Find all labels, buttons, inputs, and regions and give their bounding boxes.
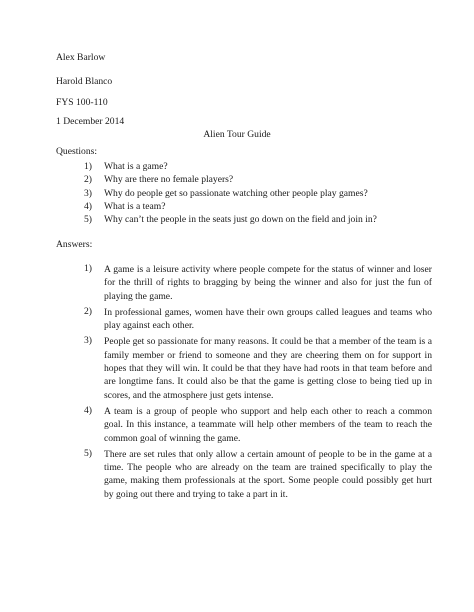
question-number: 2) xyxy=(84,174,92,186)
document-title: Alien Tour Guide xyxy=(203,129,271,140)
answer-item xyxy=(56,263,432,303)
question-text: What is a game? xyxy=(104,161,168,172)
answer-text: There are set rules that only allow a certain amount of people to be in the game at a time. The people who are already on the team are trained specifically to play the game, making them professionals at the sport. Some people could possibly get hurt by going out there and trying to take a part in it. xyxy=(104,448,432,500)
answer-text: People get so passionate for many reasons. It could be that a member of the team is a family member or friend to someone and they are cheering them on for support in hopes that they will win. It could be that they have had roots in that team before and are longtime fans. It could also be that the game is getting close to being tied up in scores, and the atmosphere just gets intense. xyxy=(104,336,432,401)
question-number: 3) xyxy=(84,187,92,199)
answer-number: 4) xyxy=(84,404,92,416)
question-item xyxy=(56,214,436,227)
answer-text: A team is a group of people who support and help each other to reach a common goal. In this instance, a teammate will help other members of the team to reach the common goal of winning the game. xyxy=(104,405,432,444)
answer-item xyxy=(56,405,432,445)
question-item xyxy=(56,174,436,187)
document-date: 1 December 2014 xyxy=(56,116,125,127)
answer-number: 2) xyxy=(84,305,92,317)
answer-number: 3) xyxy=(84,335,92,347)
question-text: What is a team? xyxy=(104,200,166,212)
question-item xyxy=(56,201,436,214)
answer-number: 5) xyxy=(84,447,92,459)
question-text: Why can’t the people in the seats just go down on the field and join in? xyxy=(104,214,377,226)
answer-item xyxy=(56,335,432,401)
question-number: 4) xyxy=(84,200,92,212)
teacher-name: Harold Blanco xyxy=(56,76,113,87)
answers-list xyxy=(56,263,432,504)
question-text: Why do people get so passionate watching other people play games? xyxy=(104,187,368,199)
questions-heading: Questions: xyxy=(56,146,98,157)
answer-item xyxy=(56,448,432,501)
answer-number: 1) xyxy=(84,263,92,274)
answer-text: In professional games, women have their own groups called leagues and teams who play against each other. xyxy=(104,306,432,332)
answer-text: A game is a leisure activity where people compete for the status of winner and loser for the thrill of rights to bragging by being the winner and also for just the fun of playing the game. xyxy=(104,264,432,302)
question-text: Why are there no female players? xyxy=(104,174,234,186)
course-code: FYS 100-110 xyxy=(56,97,108,108)
question-number: 5) xyxy=(84,214,92,226)
question-number: 1) xyxy=(84,161,92,172)
author-name: Alex Barlow xyxy=(56,52,106,63)
question-item xyxy=(56,188,436,201)
answer-item xyxy=(56,306,432,333)
question-item xyxy=(56,161,436,174)
answers-heading: Answers: xyxy=(56,239,93,250)
questions-list xyxy=(56,161,436,227)
